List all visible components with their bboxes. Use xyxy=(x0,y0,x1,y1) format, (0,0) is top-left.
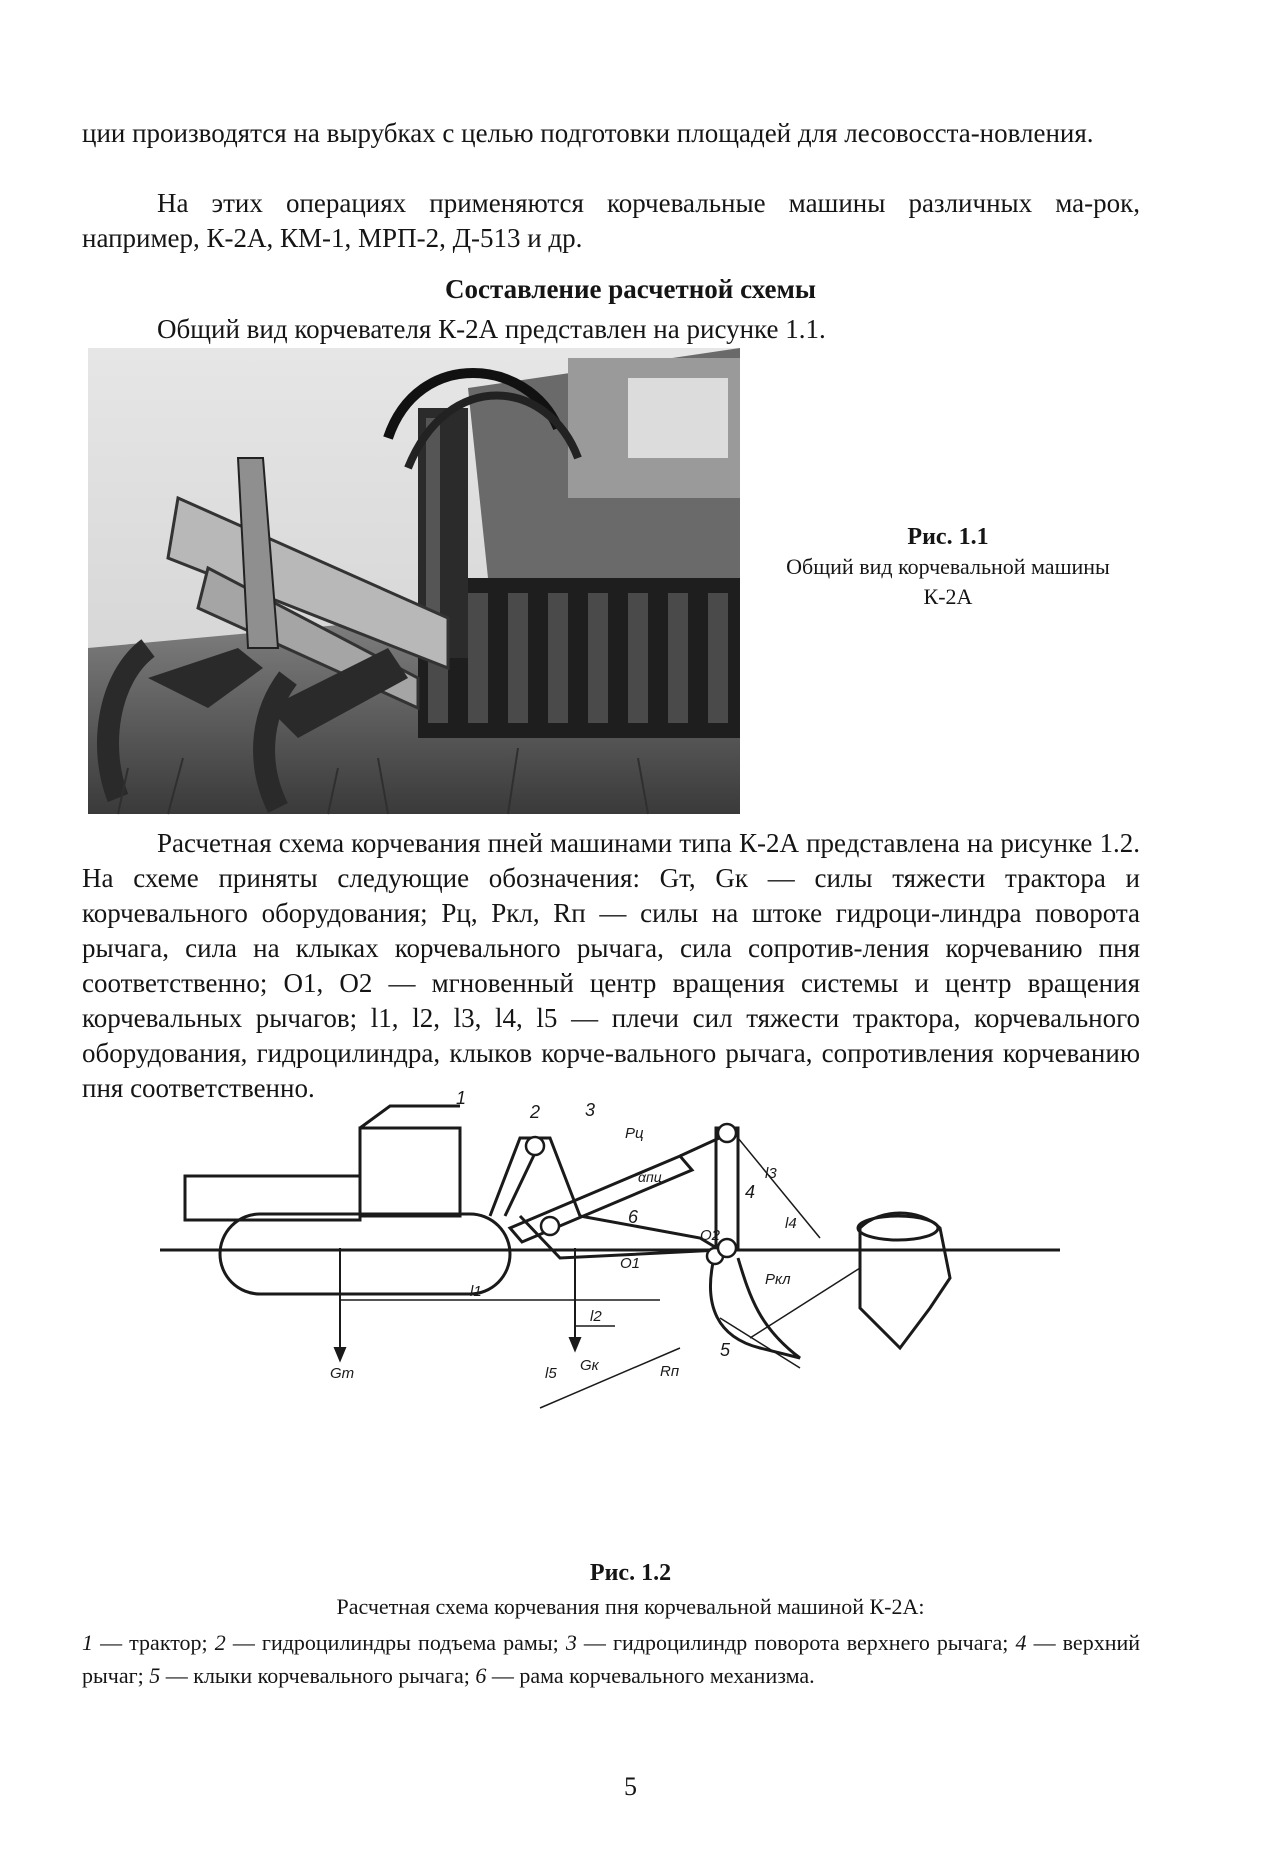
paragraph-notation: Расчетная схема корчевания пней машинами типа К-2А представлена на рисунке 1.2. На схеме приняты следующие обозначения: Gт, Gк — силы тяжести трактора и корчевального оборудования; Pц, Pкл, Rп — силы на штоке гидроци-линдра поворота рычага, сила на клыках корчевального рычага, сила сопротив-ления корчеванию пня соответственно; O1, O2 — мгновенный центр вращения системы и центр вращения корчевальных рычагов; l1, l2, l3, l4, l5 — плечи сил тяжести трактора, корчевального оборудования, гидроцилиндра, клыков корче-вального рычага, сопротивления корчеванию пня соответственно. xyxy=(82,828,1140,1103)
figure2-label: Рис. 1.2 xyxy=(589,1560,672,1586)
calculation-scheme-diagram xyxy=(160,1088,1060,1560)
label-gk: Gк xyxy=(580,1357,599,1374)
figure1-label: Рис. 1.1 xyxy=(907,524,989,550)
machine-photo xyxy=(88,348,740,814)
label-6: 6 xyxy=(628,1207,639,1227)
label-rp: Rп xyxy=(660,1363,680,1380)
legend-item-4: 4 — верхний рычаг; xyxy=(82,1630,1141,1688)
label-o1: O1 xyxy=(620,1255,641,1272)
stump-top xyxy=(858,1216,938,1240)
label-5: 5 xyxy=(720,1340,731,1360)
label-gt: Gт xyxy=(330,1365,355,1382)
figure2-subtitle: Расчетная схема корчевания пня корчевальной машиной К-2А: xyxy=(336,1594,925,1619)
label-o2: O2 xyxy=(700,1227,721,1244)
pivot-lever-top xyxy=(718,1124,736,1142)
figure2-legend xyxy=(82,1626,1140,1692)
pivot-frame xyxy=(541,1217,559,1235)
figure1-caption xyxy=(778,522,1118,612)
cylinder-3 xyxy=(510,1156,692,1242)
figure1-caption-text: Общий вид корчевальной машины К-2А xyxy=(786,554,1110,609)
pivot-top xyxy=(526,1137,544,1155)
tractor-cab xyxy=(360,1128,460,1216)
label-2: 2 xyxy=(530,1102,541,1122)
pivot-o2 xyxy=(718,1239,736,1257)
label-pc: Pц xyxy=(625,1125,644,1142)
legend-item-3: 3 — гидроцилиндр поворота верхнего рычага; xyxy=(565,1630,1016,1655)
legend-item-2: 2 — гидроцилиндры подъема рамы; xyxy=(214,1630,566,1655)
paragraph-machines: На этих операциях применяются корчевальные машины различных ма-рок, например, К-2А, КМ-1, МРП-2, Д-513 и др. xyxy=(82,188,1140,253)
tractor-track xyxy=(220,1214,510,1294)
label-pkl: Pкл xyxy=(765,1271,791,1288)
label-4: 4 xyxy=(745,1182,756,1202)
label-l5: l5 xyxy=(545,1365,557,1382)
legend-item-1: 1 — трактор; xyxy=(82,1630,215,1655)
label-l4: l4 xyxy=(785,1215,797,1232)
label-l1: l1 xyxy=(470,1283,482,1300)
legend-item-5: 5 — клыки корчевального рычага; xyxy=(149,1663,476,1688)
section-heading: Составление расчетной схемы xyxy=(445,274,816,304)
label-1: 1 xyxy=(456,1088,467,1108)
label-3: 3 xyxy=(585,1100,596,1120)
paragraph-intro: ции производятся на вырубках с целью подготовки площадей для лесовосста-новления. xyxy=(82,118,1094,148)
page-number: 5 xyxy=(624,1772,637,1801)
label-alpha: αпц xyxy=(638,1169,662,1185)
l5-dimension xyxy=(540,1348,680,1408)
label-l3: l3 xyxy=(765,1165,777,1182)
label-l2: l2 xyxy=(590,1308,602,1325)
paragraph-figure-ref: Общий вид корчевателя К-2А представлен на рисунке 1.1. xyxy=(157,314,826,344)
legend-item-6: 6 — рама корчевального механизма. xyxy=(475,1663,815,1688)
